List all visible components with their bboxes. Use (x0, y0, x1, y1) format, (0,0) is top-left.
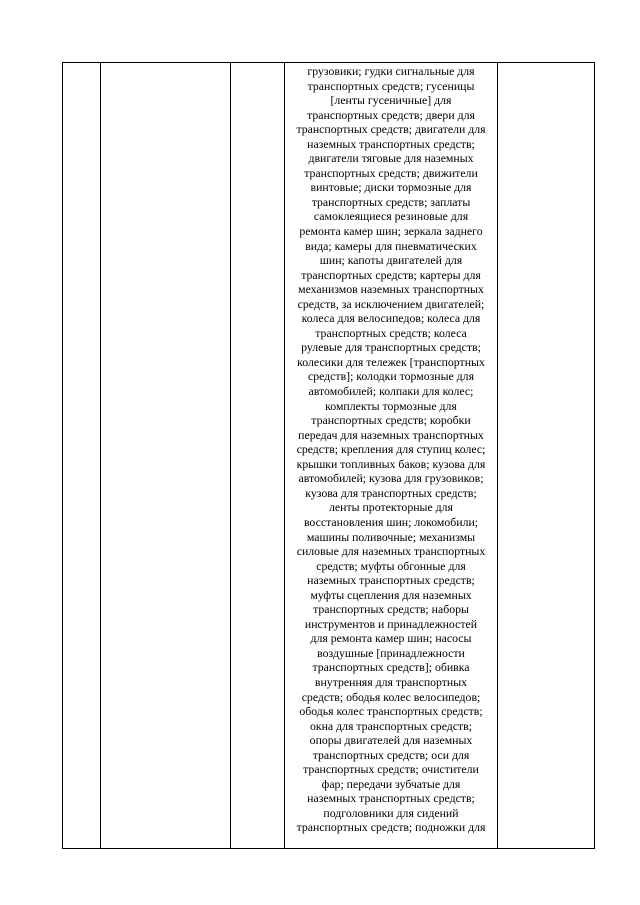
goods-line: наземных транспортных средств; (307, 573, 475, 588)
goods-line: транспортных средств; оси для (312, 747, 470, 762)
goods-list-text (285, 64, 497, 835)
table-cell-name (101, 63, 231, 849)
goods-line: транспортных средств; колеса (315, 325, 467, 340)
goods-line: транспортных средств; подножки для (296, 820, 486, 835)
goods-line: опоры двигателей для наземных (309, 733, 473, 748)
goods-line: передач для наземных транспортных (298, 427, 484, 442)
goods-line: воздушные [принадлежности (317, 645, 465, 660)
goods-line: колесики для тележек [транспортных (297, 354, 485, 369)
goods-line: транспортных средств]; обивка (312, 660, 470, 675)
goods-line: транспортных средств; заплаты (311, 194, 471, 209)
goods-line: наземных транспортных средств; (307, 136, 475, 151)
goods-line: транспортных средств; наборы (313, 602, 469, 617)
goods-line: ленты протекторные для (329, 500, 453, 515)
goods-line: средств]; колодки тормозные для (307, 369, 475, 384)
goods-line: крышки топливных баков; кузова для (296, 456, 486, 471)
goods-line: [ленты гусеничные] для (330, 93, 452, 108)
goods-line: транспортных средств; гусеницы (307, 78, 475, 93)
table-cell-class (231, 63, 285, 849)
goods-line: машины поливочные; механизмы (306, 529, 476, 544)
goods-line: двигатели тяговые для наземных (308, 151, 474, 166)
goods-line: средств, за исключением двигателей; (297, 296, 485, 311)
goods-line: ремонта камер шин; зеркала заднего (299, 224, 483, 239)
goods-line: шин; капоты двигателей для (319, 253, 463, 268)
table-row (63, 63, 595, 849)
goods-line: средств; крепления для ступиц колес; (296, 442, 486, 457)
goods-line: винтовые; диски тормозные для (310, 180, 472, 195)
goods-line: наземных транспортных средств; (307, 791, 475, 806)
goods-line: окна для транспортных средств; (309, 718, 473, 733)
goods-line: муфты сцепления для наземных (310, 587, 472, 602)
goods-line: транспортных средств; картеры для (301, 267, 481, 282)
goods-line: инструментов и принадлежностей (304, 616, 478, 631)
goods-line: комплекты тормозные для (325, 398, 457, 413)
table-cell-notes (498, 63, 595, 849)
goods-line: колеса для велосипедов; колеса для (301, 311, 481, 326)
goods-line: средств; муфты обгонные для (316, 558, 466, 573)
goods-line: транспортных средств; коробки (311, 413, 471, 428)
goods-line: вида; камеры для пневматических (305, 238, 477, 253)
goods-line: ободья колес транспортных средств; (299, 704, 483, 719)
table-cell-number (63, 63, 101, 849)
goods-line: внутренняя для транспортных (314, 674, 468, 689)
goods-line: средств; ободья колес велосипедов; (301, 689, 481, 704)
goods-line: механизмов наземных транспортных (298, 282, 484, 297)
goods-line: транспортных средств; движители (304, 165, 478, 180)
goods-line: фар; передачи зубчатые для (321, 776, 461, 791)
goods-line: восстановления шин; локомобили; (303, 514, 479, 529)
goods-line: транспортных средств; двигатели для (296, 122, 486, 137)
goods-line: для ремонта камер шин; насосы (310, 631, 472, 646)
table-cell-goods-list (285, 63, 498, 849)
goods-line: автомобилей; колпаки для колес; (308, 384, 474, 399)
goods-line: транспортных средств; двери для (307, 107, 475, 122)
goods-line: транспортных средств; очистители (303, 762, 479, 777)
goods-line: кузова для транспортных средств; (305, 485, 477, 500)
goods-line: автомобилей; кузова для грузовиков; (298, 471, 484, 486)
goods-line: самоклеящиеся резиновые для (313, 209, 469, 224)
goods-line: силовые для наземных транспортных (296, 544, 486, 559)
goods-line: грузовики; гудки сигнальные для (307, 64, 475, 78)
goods-line: подголовники для сидений (323, 805, 459, 820)
goods-line: рулевые для транспортных средств; (301, 340, 481, 355)
goods-table (62, 62, 595, 849)
